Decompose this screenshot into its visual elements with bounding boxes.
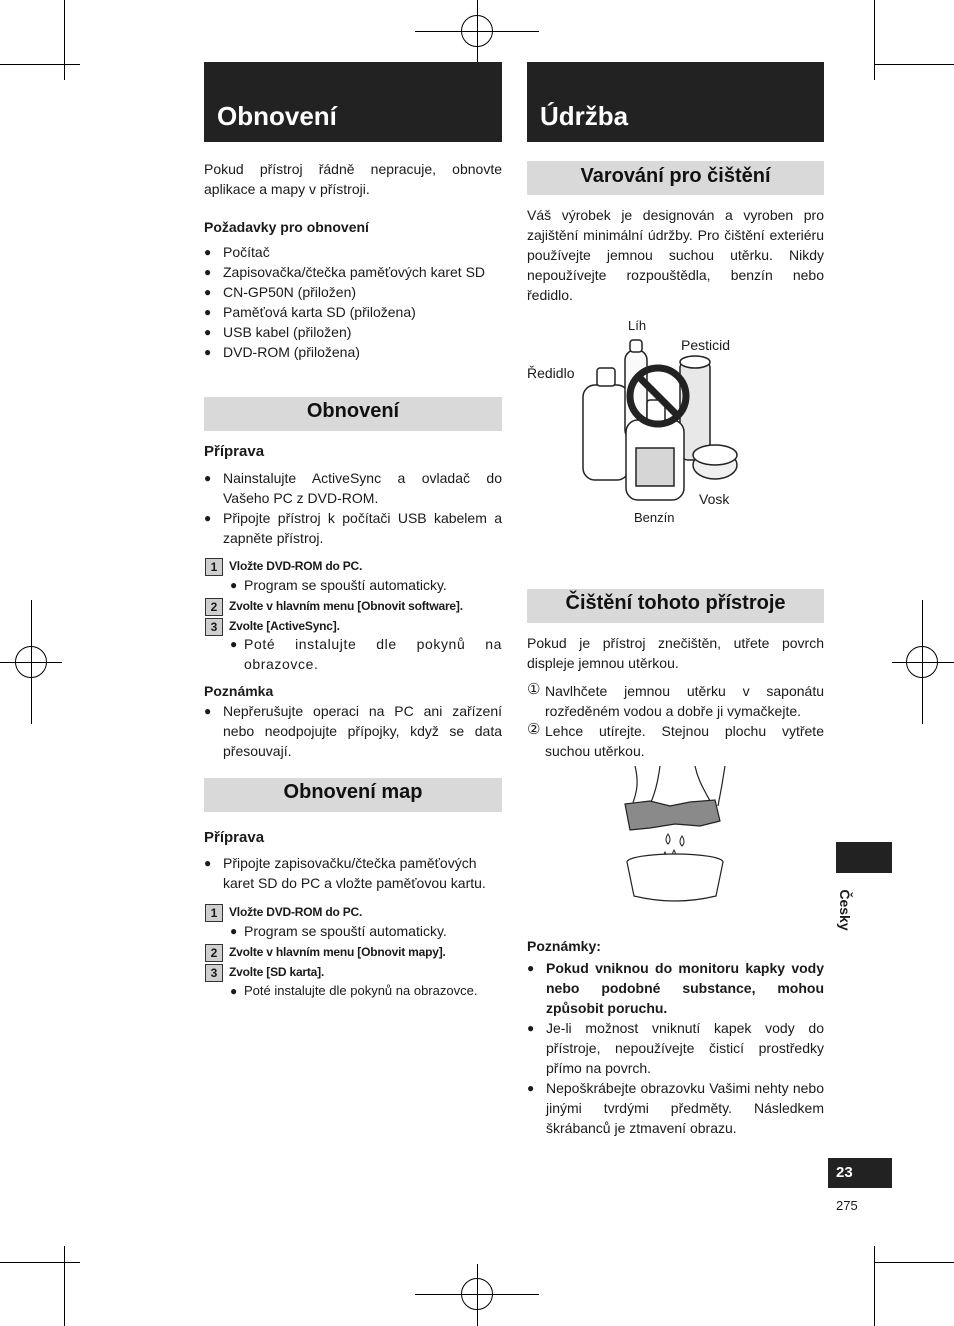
page-number: 275 [836,1198,858,1213]
label-redidlo: Ředidlo [527,365,575,381]
cleaning-cloth-illustration [620,766,730,906]
notes-list [527,958,824,1138]
crop-mark [874,1246,875,1326]
crop-mark [64,0,65,80]
label-pesticid: Pesticid [681,337,731,353]
requirements-list [204,242,502,362]
step-number: 2 [205,598,223,616]
note-heading: Poznámka [204,683,274,699]
step-subitem: ● Poté instalujte dle pokynů na obrazovce. [230,981,477,1001]
step-subitem: ● Poté instalujte dle pokynů na obrazovce. [230,634,502,674]
intro-text: Pokud přístroj řádně nepracuje, obnovte aplikace a mapy v přístroji. [204,161,502,197]
list-item: ● Nainstalujte ActiveSync a ovladač do Vašeho PC z DVD-ROM. [204,468,502,508]
step-number: 1 [205,904,223,922]
list-item: ● DVD-ROM (přiložena) [204,342,502,362]
crop-mark [0,1262,80,1263]
cleaning-step: Lehce utírejte. Stejnou plochu vytřete suchou utěrkou. [545,723,824,759]
maintenance-title-band [527,62,824,142]
step-text: Vložte DVD-ROM do PC. [229,559,363,573]
section-heading-obnoveni-map: Obnovení map [204,778,502,812]
preparation-heading: Příprava [204,829,265,846]
step-mark: ② [527,721,541,738]
list-item: ● Paměťová karta SD (přiložena) [204,302,502,322]
preparation-list [204,853,502,893]
list-item: ● Je-li možnost vniknutí kapek vody do přístroje, nepoužívejte čisticí prostředky přímo na povrch. [527,1018,824,1078]
requirements-heading: Požadavky pro obnovení [204,219,369,235]
step-subitem: ● Program se spouští automaticky. [230,921,447,941]
step-number: 1 [205,558,223,576]
step-subitem: ● Program se spouští automaticky. [230,575,447,595]
crop-mark [874,0,875,80]
chemicals-illustration [570,330,750,510]
section-heading-obnoveni: Obnovení [204,397,502,431]
crop-mark [874,1262,954,1263]
list-item: ● Pokud vniknou do monitoru kapky vody nebo podobné substance, mohou způsobit poruchu. [527,958,824,1018]
list-item: ● Nepoškrábejte obrazovku Vašimi nehty nebo jinými tvrdými předměty. Následkem škrábanců je ztmavení obrazu. [527,1078,824,1138]
cleaning-text: Pokud je přístroj znečištěn, utřete povrch displeje jemnou utěrkou. [527,635,824,671]
cleaning-step: Navlhčete jemnou utěrku v saponátu rozředěném vodou a dobře ji vymačkejte. [545,683,824,719]
list-item: ● Nepřerušujte operaci na PC ani zařízení nebo neodpojujte přípojky, když se data přesouvají. [204,701,502,761]
preparation-heading: Příprava [204,443,265,460]
label-vosk: Vosk [699,491,730,507]
preparation-list [204,468,502,548]
label-lih: Líh [628,318,647,333]
page-title: Obnovení [217,101,337,131]
list-item: ● USB kabel (přiložen) [204,322,502,342]
step-number: 2 [205,944,223,962]
step-text: Zvolte [ActiveSync]. [229,619,340,633]
page-title-band [204,62,502,142]
page-chip [828,1158,892,1188]
note-list [204,701,502,761]
label-benzin: Benzín [634,510,675,525]
page-chip-number: 23 [836,1164,853,1181]
step-text: Vložte DVD-ROM do PC. [229,905,363,919]
list-item: ● Připojte přístroj k počítači USB kabelem a zapněte přístroj. [204,508,502,548]
list-item: ● CN-GP50N (přiložen) [204,282,502,302]
list-item: ● Počítač [204,242,502,262]
list-item: ● Připojte zapisovačku/čtečka paměťových karet SD do PC a vložte paměťovou kartu. [204,853,502,893]
step-number: 3 [205,618,223,636]
maintenance-title: Údržba [540,101,629,131]
list-item: ● Zapisovačka/čtečka paměťových karet SD [204,262,502,282]
step-mark: ① [527,681,541,698]
step-text: Zvolte v hlavním menu [Obnovit software]. [229,599,463,613]
language-label: Česky [837,889,853,931]
section-heading-varovani: Varování pro čištění [527,161,824,195]
crop-mark [874,64,954,65]
step-text: Zvolte v hlavním menu [Obnovit mapy]. [229,945,446,959]
step-text: Zvolte [SD karta]. [229,965,325,979]
step-number: 3 [205,964,223,982]
notes-heading: Poznámky: [527,938,601,954]
section-heading-cisteni: Čištění tohoto přístroje [527,589,824,623]
warning-text: Váš výrobek je designován a vyroben pro zajištění minimální údržby. Pro čištění exteriéru používejte jemnou suchou utěrku. Nikdy nepoužívejte rozpouštědla, benzín nebo ředidlo. [527,207,824,303]
crop-mark [0,64,80,65]
crop-mark [64,1246,65,1326]
